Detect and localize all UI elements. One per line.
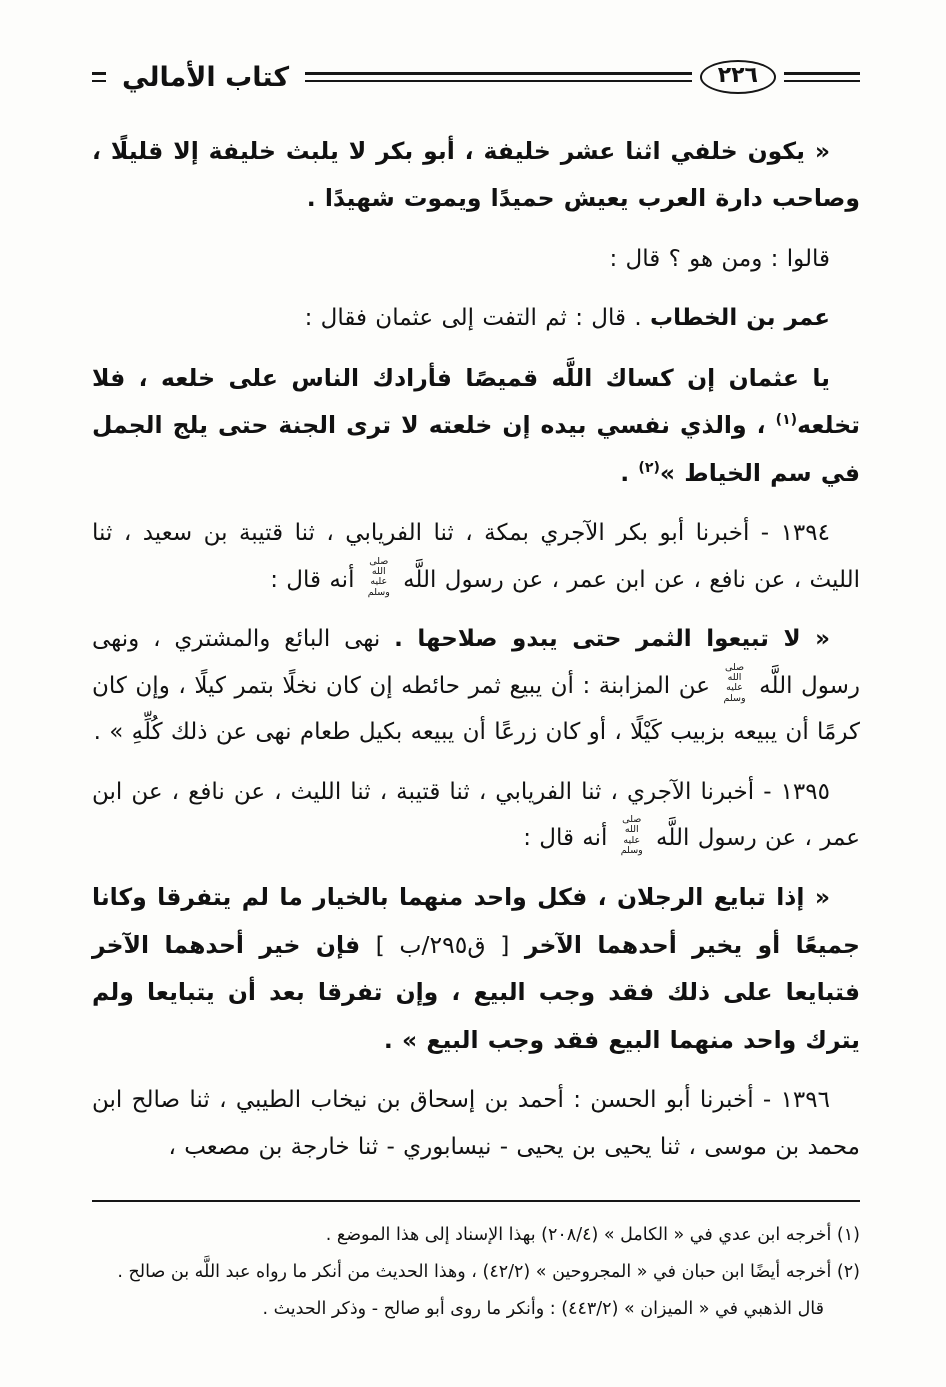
text-segment: عمر بن الخطاب [649, 305, 830, 332]
hadith-quote-two-traders [92, 874, 860, 1064]
page-number: ٢٢٦ [700, 60, 776, 94]
header-rule-right [784, 72, 860, 82]
book-title: كتاب الأمالي [122, 61, 290, 93]
narration-question [92, 236, 860, 282]
text-segment: نهى البائع والمشتري ، ونهى رسول اللَّه [92, 626, 860, 699]
text-segment: . قال : ثم التفت إلى عثمان فقال : [304, 305, 650, 332]
text-segment: ، والذي نفسي بيده إن خلعته لا ترى الجنة حتى يلج الجمل في سم الخياط » [92, 411, 860, 487]
text-segment: يا عثمان إن كساك اللَّه قميصًا فأرادك الناس على خلعه ، فلا تخلعه [92, 363, 860, 440]
isnad-1395 [92, 769, 860, 862]
footnote: قال الذهبي في « الميزان » (٤٤٣/٢) : وأنكر ما روى أبو صالح - وذكر الحديث . [262, 1299, 824, 1320]
text-segment: ١٣٩٤ - أخبرنا أبو بكر الآجري بمكة ، ثنا الفريابي ، ثنا قتيبة بن سعيد ، ثنا الليث ، عن نافع ، عن ابن عمر ، عن رسول اللَّه [92, 520, 860, 593]
hadith-quote-uthman [92, 355, 860, 497]
header-rule-left [92, 72, 106, 82]
footnotes-list [92, 1218, 860, 1326]
text-segment: ١٣٩٥ - أخبرنا الآجري ، ثنا الفريابي ، ثنا قتيبة ، ثنا الليث ، عن نافع ، عن ابن عمر ، عن رسول اللَّه [92, 778, 860, 851]
hadith-quote-12-caliphs [92, 128, 860, 223]
isnad-1396 [92, 1077, 860, 1170]
isnad-1394 [92, 510, 860, 603]
salawat-mark: صلى الله عليه وسلم [620, 814, 643, 856]
text-segment: فإن خير أحدهما الآخر فتبايعا على ذلك فقد وجب البيع ، وإن تفرقا بعد أن يتبايعا ولم يترك واحد منهما البيع فقد وجب البيع » . [92, 930, 860, 1054]
text-segment: ١٣٩٦ - أخبرنا أبو الحسن : أحمد بن إسحاق بن نيخاب الطيبي ، ثنا صالح ابن محمد بن موسى ، ثنا يحيى بن يحيى - نيسابوري - ثنا خارجة بن مصعب ، [92, 1087, 860, 1160]
footnote: (٢) أخرجه أيضًا ابن حبان في « المجروحين » (٤٢/٢) ، وهذا الحديث من أنكر ما رواه عبد اللَّه بن صالح . [117, 1262, 860, 1283]
header-rule-middle [305, 72, 692, 82]
footnote: (١) أخرجه ابن عدي في « الكامل » (٢٠٨/٤) بهذا الإسناد إلى هذا الموضع . [325, 1225, 860, 1246]
text-segment: قالوا : ومن هو ؟ قال : [609, 245, 830, 272]
text-segment: عن المزابنة : أن يبيع ثمر حائطه إن كان نخلًا بتمر كيلًا ، وإن كان كرمًا أن يبيعه بزبيب كَيْلًا ، أو كان زرعًا أن يبيعه بكيل طعام نهى عن ذلك كُلِّهِ » . [92, 672, 860, 746]
text-segment: أنه قال : [270, 566, 363, 593]
salawat-mark: صلى الله عليه وسلم [723, 661, 746, 704]
body-text [92, 128, 860, 1170]
hadith-quote-fruit-sale [92, 616, 860, 755]
narration-umar [92, 295, 860, 341]
text-segment: « يكون خلفي اثنا عشر خليفة ، أبو بكر لا يلبث خليفة إلا قليلًا ، وصاحب دارة العرب يعيش حميدًا ويموت شهيدًا . [92, 137, 860, 213]
footnote-separator [92, 1200, 860, 1202]
text-segment: . [620, 458, 639, 487]
footnote-ref: (٢) [638, 459, 660, 476]
footnote-ref: (١) [775, 412, 798, 429]
page-header [92, 60, 860, 94]
salawat-mark: صلى الله عليه وسلم [367, 555, 390, 598]
text-segment: أنه قال : [523, 824, 616, 851]
text-segment: « لا تبيعوا الثمر حتى يبدو صلاحها . [394, 626, 830, 653]
text-segment: « إذا تبايع الرجلان ، فكل واحد منهما بالخيار ما لم يتفرقا وكانا جميعًا أو يخير أحدهما الآخر [92, 883, 860, 959]
text-segment: [ ق٢٩٥/ب ] [375, 930, 510, 959]
